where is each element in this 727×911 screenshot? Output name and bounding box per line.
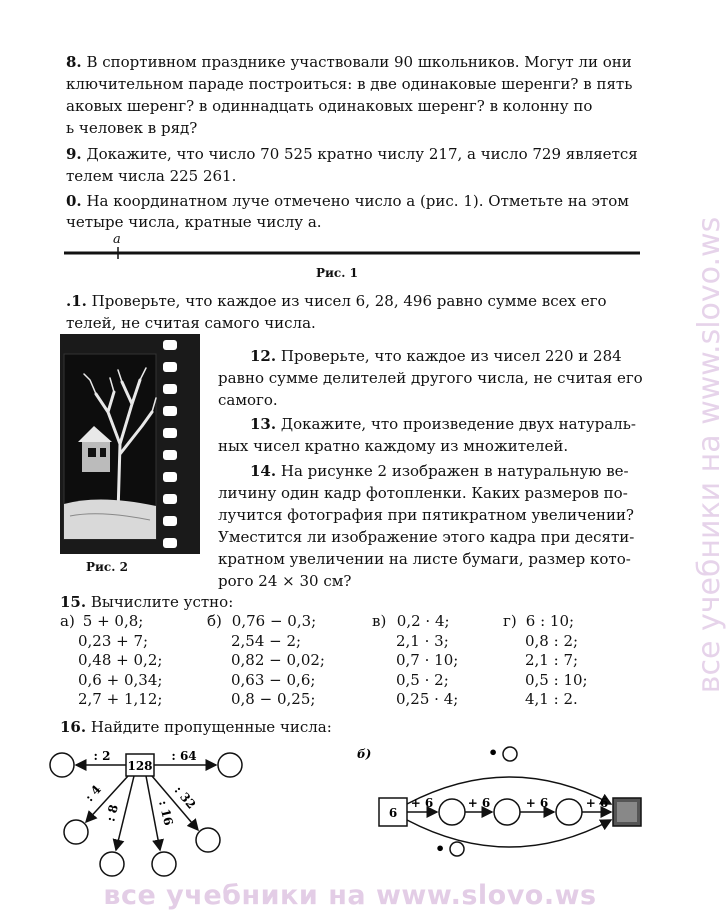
diagram-a-center: 128 bbox=[127, 759, 153, 773]
problem-10 bbox=[66, 190, 629, 212]
problem-8-line-2: ключительном параде построиться: в две одинаковые шеренги? в пять bbox=[66, 75, 633, 93]
diagram-b-op-3: + 6 bbox=[525, 796, 549, 810]
problem-10-line-2: четыре числа, кратные числу a. bbox=[66, 213, 322, 231]
diagram-b-dot-top: • bbox=[488, 743, 499, 762]
problem-14-line-6: рого 24 × 30 см? bbox=[218, 572, 352, 590]
diagram-a-op-3: : 4 bbox=[82, 782, 104, 805]
problem-8-line-3: аковых шеренг? в одиннадцать одинаковых шеренг? в колонну по bbox=[66, 97, 593, 115]
expression: 0,2 · 4; bbox=[396, 612, 450, 630]
problem-11 bbox=[66, 290, 606, 312]
figure-1-mark-a: a bbox=[113, 232, 121, 247]
expression: 0,5 : 10; bbox=[525, 670, 588, 689]
problem-11-number: .1. bbox=[66, 292, 87, 310]
problem-9-line-1: Докажите, что число 70 525 кратно числу 217, а число 729 является bbox=[86, 145, 638, 163]
expression: 0,82 − 0,02; bbox=[231, 651, 325, 669]
problem-16 bbox=[60, 716, 332, 738]
problem-11-line-1: Проверьте, что каждое из чисел 6, 28, 496 равно сумме всех его bbox=[91, 292, 607, 310]
figure-1-caption: Рис. 1 bbox=[316, 266, 358, 280]
column-b-label: б) bbox=[207, 612, 222, 630]
problem-16-number: 16. bbox=[60, 718, 87, 736]
problem-13-line-1: Докажите, что произведение двух натураль- bbox=[280, 415, 636, 433]
expression: 2,1 : 7; bbox=[525, 651, 579, 669]
problem-9-line-2: телем числа 225 261. bbox=[66, 167, 237, 185]
column-c-label: в) bbox=[372, 612, 387, 630]
problem-10-number: 0. bbox=[66, 192, 82, 210]
diagram-b-op-2: + 6 bbox=[467, 796, 491, 810]
diagram-b-op-1: + 6 bbox=[410, 796, 434, 810]
expression: 5 + 0,8; bbox=[82, 612, 144, 630]
problem-12 bbox=[250, 345, 622, 367]
problem-15-title: Вычислите устно: bbox=[90, 593, 234, 611]
problem-15 bbox=[60, 591, 233, 613]
problem-10-line-1: На координатном луче отмечено число a (рис. 1). Отметьте на этом bbox=[86, 192, 629, 210]
diagram-a-op-6: : 32 bbox=[171, 783, 199, 812]
problem-14 bbox=[250, 460, 629, 482]
diagram-a-op-4: : 8 bbox=[103, 803, 121, 823]
problem-15-number: 15. bbox=[60, 593, 87, 611]
problem-12-line-2: равно сумме делителей другого числа, не считая его bbox=[218, 369, 643, 387]
problem-12-line-1: Проверьте, что каждое из чисел 220 и 284 bbox=[280, 347, 622, 365]
diagram-b bbox=[355, 740, 655, 870]
problem-8 bbox=[66, 51, 632, 73]
expression: 0,6 + 0,34; bbox=[78, 670, 163, 689]
diagram-b-op-4: + 6 bbox=[585, 796, 609, 810]
diagram-a-op-1: : 2 bbox=[93, 749, 111, 763]
diagram-b-dot-bottom: • bbox=[435, 839, 446, 858]
expression: 0,48 + 0,2; bbox=[78, 651, 163, 669]
problem-16-title: Найдите пропущенные числа: bbox=[90, 718, 332, 736]
problem-14-line-5: кратном увеличении на листе бумаги, размер кото- bbox=[218, 550, 631, 568]
expression: 0,5 · 2; bbox=[396, 670, 449, 689]
problem-14-number: 14. bbox=[250, 462, 277, 480]
diagram-a bbox=[50, 740, 250, 880]
figure-2-caption: Рис. 2 bbox=[86, 560, 128, 574]
expression: 0,25 · 4; bbox=[396, 690, 459, 708]
problem-15-column-d bbox=[503, 612, 588, 710]
problem-8-line-4: ь человек в ряд? bbox=[66, 119, 198, 137]
film-frame-illustration bbox=[60, 334, 200, 554]
expression: 0,23 + 7; bbox=[78, 631, 149, 650]
watermark-side: все учебники на www.slovo.ws bbox=[692, 216, 727, 694]
problem-12-line-3: самого. bbox=[218, 391, 278, 409]
diagram-b-start: 6 bbox=[388, 806, 398, 820]
problem-15-column-b bbox=[207, 612, 325, 710]
problem-8-line-1: В спортивном празднике участвовали 90 школьников. Могут ли они bbox=[86, 53, 632, 71]
column-a-label: а) bbox=[60, 612, 75, 630]
expression: 2,1 · 3; bbox=[396, 631, 449, 650]
diagram-a-op-2: : 64 bbox=[171, 749, 197, 763]
diagram-a-op-5: : 16 bbox=[156, 799, 176, 828]
problem-9 bbox=[66, 143, 638, 165]
problem-13-number: 13. bbox=[250, 415, 277, 433]
problem-13-line-2: ных чисел кратно каждому из множителей. bbox=[218, 437, 569, 455]
problem-14-line-2: личину один кадр фотопленки. Каких размеров по- bbox=[218, 484, 628, 502]
expression: 0,7 · 10; bbox=[396, 651, 459, 669]
problem-9-number: 9. bbox=[66, 145, 82, 163]
diagram-b-label: б) bbox=[357, 747, 372, 761]
problem-14-line-4: Уместится ли изображение этого кадра при десяти- bbox=[218, 528, 635, 546]
expression: 0,63 − 0,6; bbox=[231, 670, 316, 689]
expression: 2,7 + 1,12; bbox=[78, 690, 163, 708]
expression: 0,76 − 0,3; bbox=[231, 612, 317, 630]
problem-15-column-a bbox=[60, 612, 162, 710]
figure-1-ray bbox=[60, 232, 645, 264]
watermark-bottom: все учебники на www.slovo.ws bbox=[103, 880, 597, 911]
problem-13 bbox=[250, 413, 636, 435]
expression: 0,8 : 2; bbox=[525, 631, 579, 650]
problem-11-line-2: телей, не считая самого числа. bbox=[66, 314, 316, 332]
expression: 2,54 − 2; bbox=[231, 631, 302, 650]
problem-15-column-c bbox=[372, 612, 458, 710]
problem-14-line-3: лучится фотография при пятикратном увеличении? bbox=[218, 506, 634, 524]
problem-12-number: 12. bbox=[250, 347, 277, 365]
column-d-label: г) bbox=[503, 612, 517, 630]
expression: 6 : 10; bbox=[525, 612, 575, 630]
problem-14-line-1: На рисунке 2 изображен в натуральную ве- bbox=[280, 462, 629, 480]
problem-8-number: 8. bbox=[66, 53, 82, 71]
expression: 0,8 − 0,25; bbox=[231, 690, 316, 708]
expression: 4,1 : 2. bbox=[525, 690, 578, 708]
